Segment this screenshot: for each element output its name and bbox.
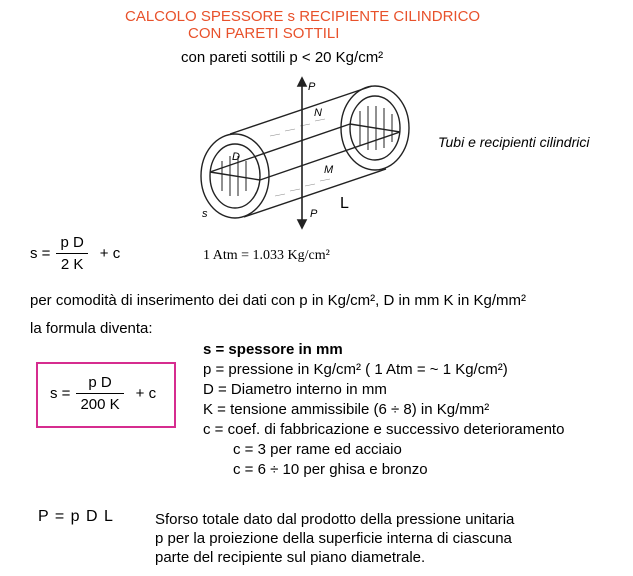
force-desc-line-3: parte del recipiente sul piano diametrale. [155, 549, 426, 566]
label-L: L [340, 195, 349, 212]
label-D: D [232, 151, 240, 163]
def-D: D = Diametro interno in mm [203, 381, 387, 398]
formula-1-denominator: 2 K [60, 256, 84, 273]
formula-2-lhs: s = [50, 385, 71, 402]
title-line-1: CALCOLO SPESSORE s RECIPIENTE CILINDRICO [125, 8, 481, 25]
formula-2-denominator: 200 K [80, 396, 120, 413]
title-line-2: CON PARETI SOTTILI [188, 25, 340, 42]
intro-text: per comodità di inserimento dei dati con p in Kg/cm², D in mm K in Kg/mm² [30, 292, 527, 309]
formula-1-tail: + c [99, 245, 121, 262]
def-p: p = pressione in Kg/cm² ( 1 Atm = ~ 1 Kg/cm²) [203, 361, 508, 378]
formula-becomes: la formula diventa: [30, 320, 153, 337]
label-P-top: P [308, 81, 316, 93]
definitions-list [203, 340, 564, 480]
def-K: K = tensione ammissibile (6 ÷ 8) in Kg/mm² [203, 401, 490, 418]
subtitle: con pareti sottili p < 20 Kg/cm² [181, 49, 384, 66]
figure-caption: Tubi e recipienti cilindrici [438, 134, 590, 150]
formula-2 [50, 374, 156, 413]
label-s: s [202, 208, 208, 220]
label-P-bottom: P [310, 208, 318, 220]
formula-2-tail: + c [135, 385, 157, 402]
label-M: M [324, 164, 334, 176]
formula-2-numerator: p D [88, 374, 112, 391]
formula-1-lhs: s = [30, 245, 51, 262]
formula-1 [30, 234, 120, 273]
force-description [155, 510, 514, 567]
force-desc-line-1: Sforso totale dato dal prodotto della pressione unitaria [155, 511, 515, 528]
def-c: c = coef. di fabbricazione e successivo deterioramento [203, 421, 565, 438]
def-c-ghisa: c = 6 ÷ 10 per ghisa e bronzo [233, 461, 428, 478]
def-c-rame: c = 3 per rame ed acciaio [233, 441, 402, 458]
label-N: N [314, 107, 322, 119]
force-desc-line-2: p per la proiezione della superficie interna di ciascuna [155, 530, 512, 547]
atm-note: 1 Atm = 1.033 Kg/cm² [203, 248, 330, 263]
def-s: s = spessore in mm [203, 341, 343, 358]
force-formula: P = p D L [38, 508, 113, 525]
formula-1-numerator: p D [60, 234, 84, 251]
